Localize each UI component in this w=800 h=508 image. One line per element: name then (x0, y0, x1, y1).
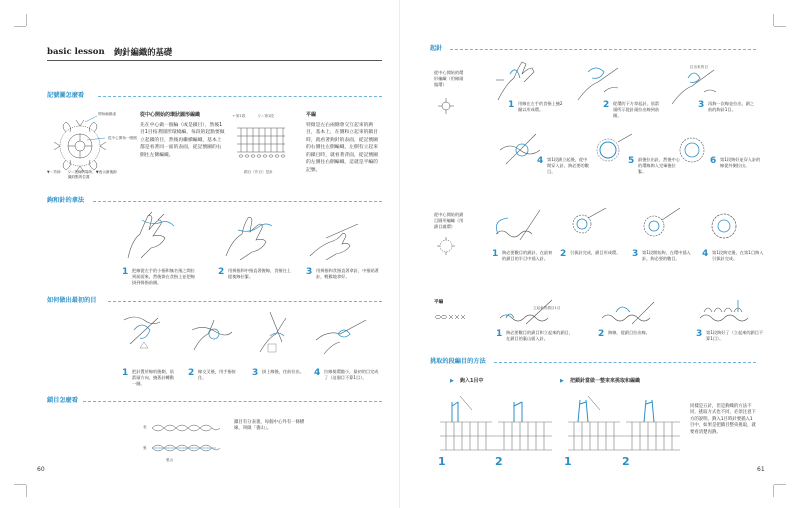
crop-mark (774, 26, 786, 27)
loop-step-illustration (188, 310, 236, 356)
chain-ring-step-text: 引拔針完成，鎖目形成環。 (570, 250, 621, 255)
flat-label: 平編 (434, 300, 444, 305)
flat-chart-diagram (233, 122, 289, 166)
first-step-number: 1 (122, 368, 129, 378)
chain-ring-label: 從中心開始的鎖目圓形編織（用鎖目做環） (434, 212, 464, 230)
flat-body: 特徵是左右兩側會交互起來的鉤目，基本上，在側和立起來的鎖目時，就看著鉤針的表面，從記號圖的右側往左側編織，左側有立起來的鎖目時，就看著背面，從記號圖的左側往右側編織，這就是平編的記號。 (306, 123, 378, 173)
loop-step-illustration (252, 306, 300, 356)
page-number: 61 (757, 466, 765, 473)
pick-arrow-b-icon: ▶ (560, 378, 564, 384)
section-rule (494, 362, 756, 363)
crop-mark (773, 485, 774, 497)
chain-ring-step-illustration (702, 204, 760, 244)
ring-symbol-icon (436, 96, 456, 116)
first-step-text: 掛上線後，往前拉出。 (262, 369, 304, 374)
hold-step-number: 3 (306, 267, 313, 277)
pick-note: 同樣是五針，但是鉤織的方法不同，挑取方式也不同，必須注意下方的說明。鉤入1目時針要插入1目中，如果是把鎖目整束挑取，就要看清楚再鉤。 (690, 404, 756, 435)
flat-symbol-icon (434, 313, 468, 321)
chart-callout-marker: ▼＝剪線 (47, 170, 61, 174)
circle-title: 從中心開始的環狀圓形編織 (140, 112, 201, 118)
crop-mark (26, 485, 27, 497)
ring-step-text: 從環的下方拿起針，依箭頭所示從針頭拉出線到前側。 (613, 101, 660, 119)
ring-step-illustration (492, 60, 546, 104)
chain-ring-step-number: 3 (632, 249, 639, 259)
section-rule (93, 201, 382, 202)
chain-ring-symbol-icon (436, 236, 456, 256)
hand-with-hook-illustration (306, 216, 364, 260)
flat-step-number: 1 (496, 329, 503, 339)
hold-step-number: 1 (122, 267, 129, 277)
loop-step-illustration (314, 310, 370, 356)
section-heading-first: 如何做出最初的目 (47, 297, 97, 304)
section-rule (450, 49, 756, 50)
ring-step-text: 第1段鎖立起後，從中間穿入針，鉤必要的數目。 (547, 157, 589, 175)
chain-ring-step-number: 2 (560, 249, 567, 259)
section-rule (83, 401, 382, 402)
chart-callout-center: 從中心開始一圈圈 (108, 136, 137, 140)
chain-note: 鎖目有分表裏，每個中心外有一條横線，叫做「裏山」。 (234, 420, 305, 432)
ring-step-number: 1 (508, 100, 515, 110)
flat-step-text: 鉤必要數目的鎖目和立起來的鎖目，在鎖目的裏山插入針。 (506, 330, 574, 342)
chain-ring-step-illustration (632, 204, 690, 244)
flat-turning-chain-tag: 立起來的鎖目1目 (533, 306, 561, 310)
chart-callout-note: ▽＝加線的場所，▼表示最後鉤織終點的位置 (68, 170, 117, 180)
hand-illustration (218, 210, 276, 260)
flat-step-illustration (598, 296, 658, 326)
flat-step-illustration (496, 296, 556, 326)
page-number: 60 (37, 466, 45, 473)
flat-step-illustration (696, 294, 756, 326)
flat-step-text: 第1段鉤好了（立起來的鎖目不算1目）。 (706, 330, 764, 342)
hold-step-text: 把線從左手的小指和無名指之間拉到前面來，然後掛在食指上並把線掛到拇指前側。 (132, 268, 195, 286)
pick-number: 1 (564, 455, 572, 468)
ring-step-text: 用線在左手的食指上繞2圈以形成環。 (518, 101, 563, 113)
chart-callout-start: 開始編織處 (98, 112, 116, 116)
circle-body: 先在中心做一個輪（或是鎖目），然後1目1目按著圓形環繞編，每段的起點要做立起鎖的目，然後再繼續編織，基本上都是看著同一面的表面，從記號圖的右側往左側編織。 (140, 123, 225, 158)
ring-step-text: 最後拉出針，然後中心的環線鉤入完畢後拉緊。 (638, 157, 680, 175)
flat-legend-a: ←第1段 (233, 114, 246, 118)
chain-ring-step-text: 鉤必要數目的鎖針，在最初的鎖目的半目中插入針。 (502, 250, 553, 262)
pick-number: 1 (438, 455, 446, 468)
header-rule (47, 60, 382, 61)
header-title: 鉤針編織的基礎 (114, 47, 173, 57)
flat-step-number: 2 (598, 329, 605, 339)
chain-ring-step-illustration (490, 204, 548, 244)
flat-legend-b: ▽＝第1段 (258, 114, 274, 118)
chain-ring-step-text: 第1段鉤完後，在第1目鉤入引拔針完成。 (712, 250, 764, 262)
crop-mark (26, 14, 27, 26)
ring-step-text: 第1段鉤好並穿入針的線從外側拉出。 (720, 157, 761, 169)
section-heading-lead: 起針 (430, 45, 443, 52)
pick-arrow-a-icon: ▶ (450, 378, 454, 384)
ring-step-number: 6 (710, 156, 717, 166)
hold-step-text: 用拇指和食指直著拿針，中指貼著針，輕鬆地拿好。 (316, 268, 379, 280)
chain-ring-step-number: 4 (702, 249, 709, 259)
section-rule (98, 96, 382, 97)
section-heading-chart: 記號圖怎麼看 (47, 92, 85, 99)
chain-ring-step-illustration (558, 204, 616, 244)
crop-mark (14, 484, 26, 485)
ring-step-number: 3 (698, 100, 705, 110)
pick-number: 2 (622, 455, 630, 468)
chain-label-back: 裏 (143, 446, 147, 450)
first-step-number: 2 (188, 368, 195, 378)
ring-step-text: 再鉤一次線並拉出，鎖之前的鉤針1目。 (708, 101, 755, 113)
first-step-text: 拉線使環縮小，最初的目完成了（這個目不算1目）。 (324, 369, 379, 381)
chain-ring-step-number: 1 (492, 249, 499, 259)
ring-step-number: 5 (628, 156, 635, 166)
loop-step-illustration (120, 310, 168, 356)
section-heading-chain: 鎖目怎麼看 (47, 397, 78, 404)
header-english: basic lesson (47, 47, 105, 57)
flat-step-number: 3 (696, 329, 703, 339)
chain-label-front: 表 (143, 425, 147, 429)
first-step-text: 把針置於線的後側，依箭頭方向，繞著針轉動一圈。 (132, 369, 174, 387)
ring-step-number: 4 (537, 156, 544, 166)
ring-method-label: 從中心開始的環形編織（用線頭做環） (434, 70, 464, 88)
crop-mark (774, 484, 786, 485)
ring-step-number: 2 (603, 100, 610, 110)
section-heading-pick: 挑取的段編目的方法 (430, 358, 486, 365)
section-rule (108, 301, 382, 302)
flat-foot-note: 鎖目（作目）是針 (244, 170, 273, 174)
first-step-text: 線交叉後，用手指按住。 (198, 369, 236, 381)
pick-bundle-illustration (566, 392, 682, 456)
chain-stitch-illustration (150, 416, 226, 460)
first-step-number: 4 (314, 368, 321, 378)
hand-illustration (118, 210, 176, 260)
right-page (400, 0, 800, 508)
ring-pulled-stitch-tag: 拉出來的目 (690, 65, 708, 69)
chain-label-back-bump: 裏山 (166, 458, 174, 462)
pick-number: 2 (495, 455, 503, 468)
crop-mark (773, 14, 774, 26)
pick-label-a: 鉤入1目中 (460, 378, 484, 384)
first-step-number: 3 (252, 368, 259, 378)
pick-single-stitch-illustration (438, 392, 554, 456)
hold-step-number: 2 (218, 267, 225, 277)
chain-ring-step-text: 第1段開始鉤，在環中插入針，鉤必要的數目。 (642, 250, 691, 262)
crochet-chart-diagram (47, 112, 131, 178)
hold-step-text: 用拇指和中指直著握線，食指往上提使線拉緊。 (228, 268, 291, 280)
pick-label-b: 把鎖針當做一整束來挑取和編織 (570, 378, 641, 384)
flat-step-text: 鉤線，從鎖目拉出線。 (608, 330, 650, 335)
ring-step-illustration (574, 62, 630, 104)
section-heading-hold: 鉤和針的拿法 (47, 197, 85, 204)
flat-title: 平編 (306, 112, 317, 118)
crop-mark (14, 26, 26, 27)
